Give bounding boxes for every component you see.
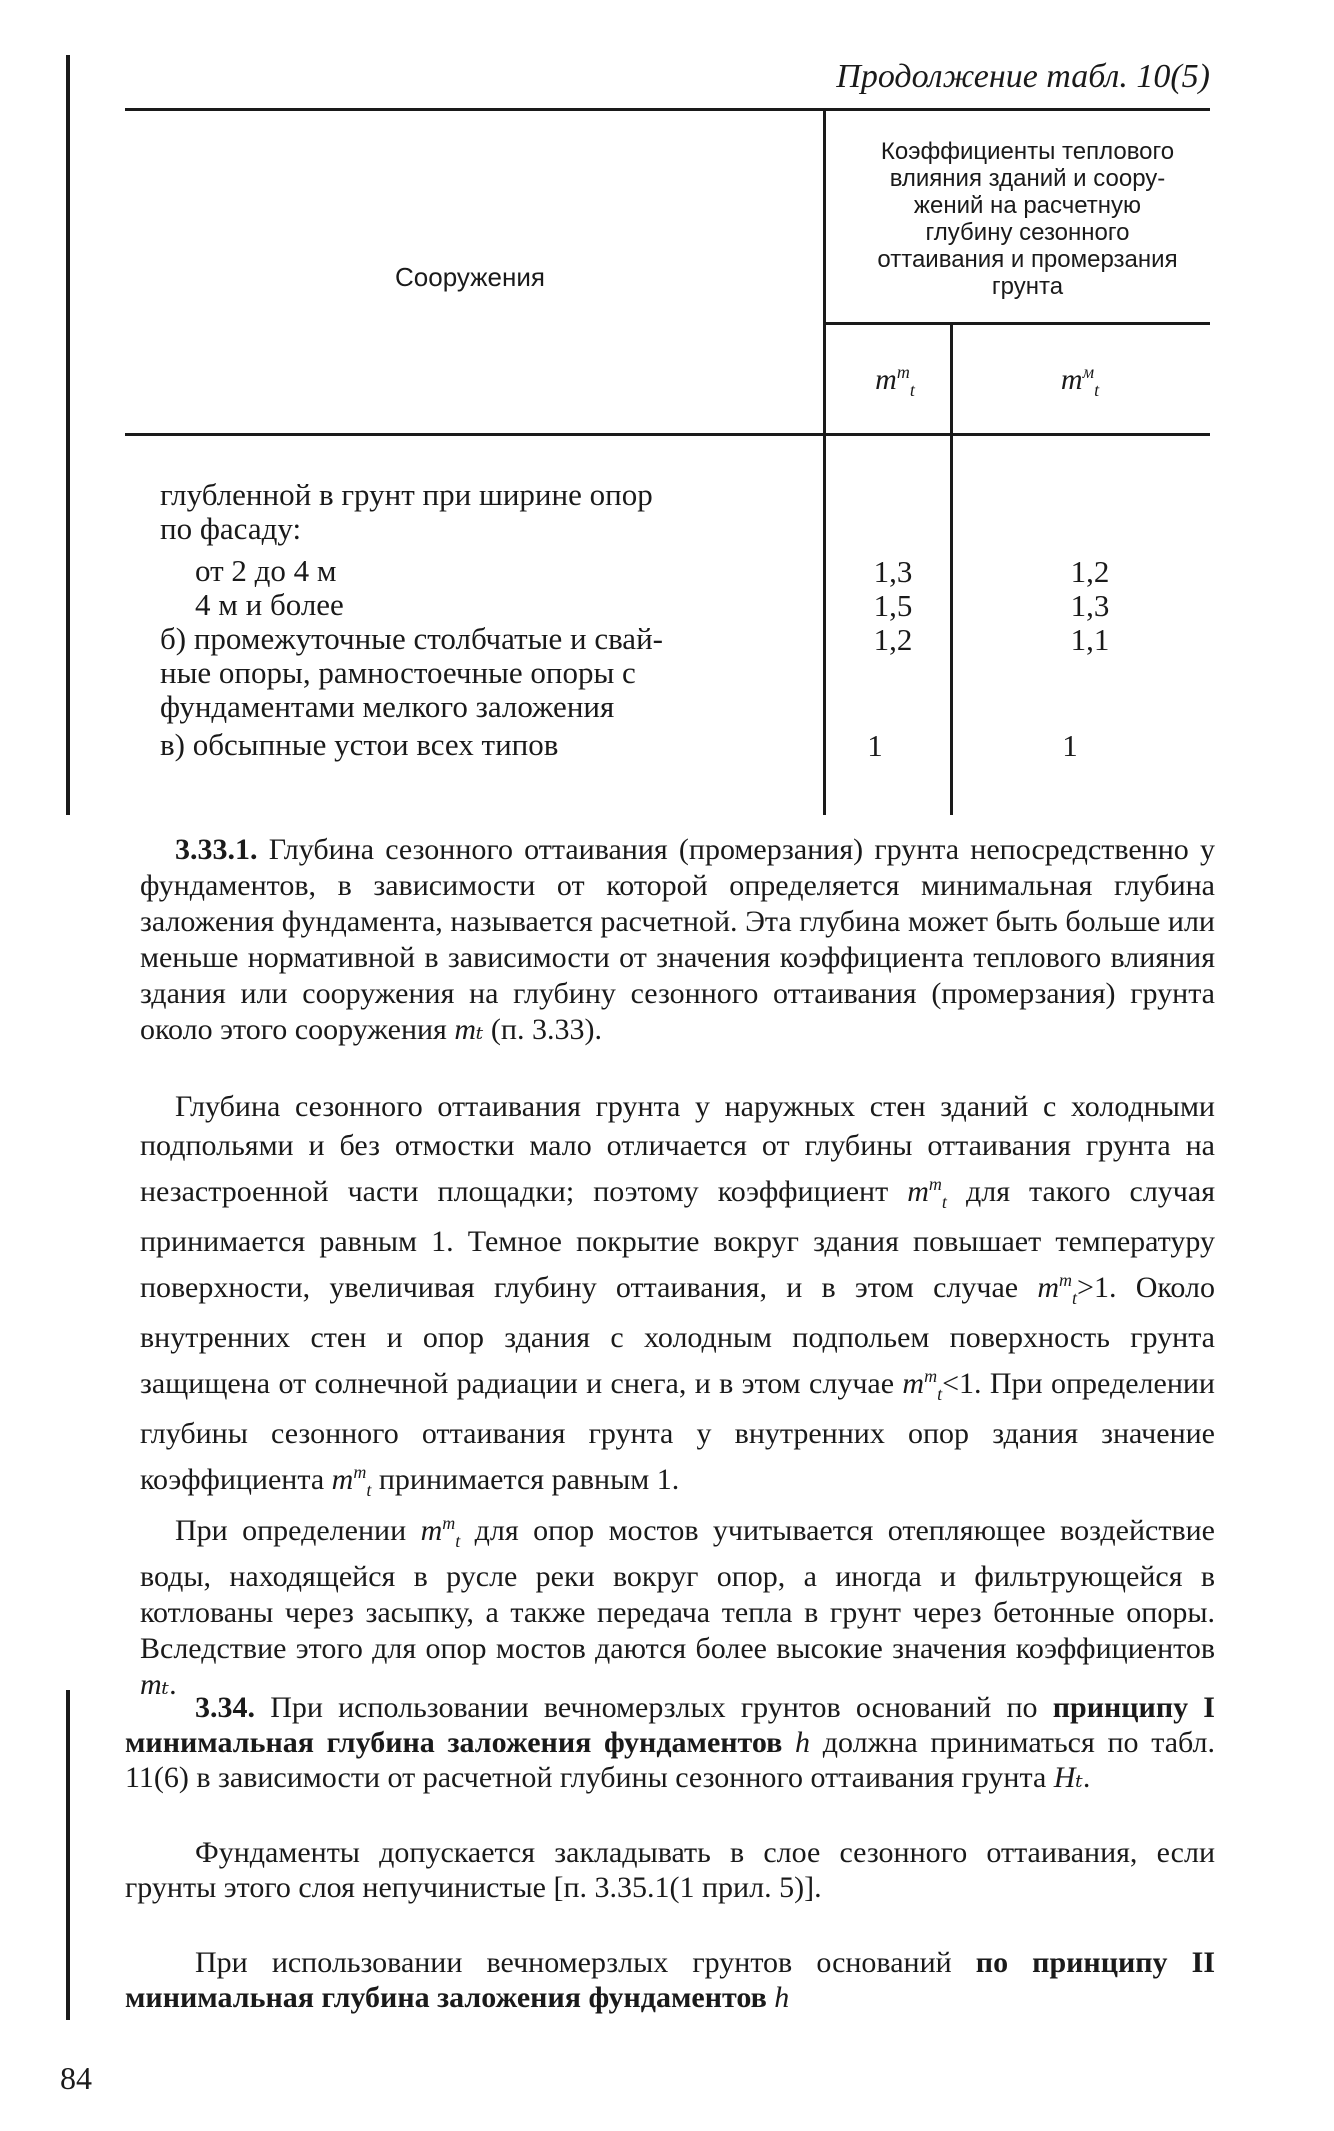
column-header-m-freeze: $m^м_t$: [1060, 362, 1100, 400]
table-row-text: ные опоры, рамностоечные опоры с: [160, 655, 636, 690]
paragraph-foundations: Фундаменты допускается закладывать в слое сезонного оттаивания, если грунты этого слоя непучинистые [п. 3.35.1(1 прил. 5)].: [125, 1836, 1215, 1904]
coefficient-symbol: $m^т_t$: [907, 1174, 947, 1212]
table-caption: Продолжение табл. 10(5): [836, 58, 1210, 95]
table-cell-mm: 1,3: [1070, 588, 1110, 623]
column-header-line: жений на расчетную: [913, 192, 1142, 219]
table-row-text: в) обсыпные устои всех типов: [160, 727, 559, 762]
column-header-line: оттаивания и промерзания: [877, 246, 1178, 273]
paragraph-principle-ii: При использовании вечномерзлых грунтов оснований по принципу II минимальная глубина заложения фундаментов h: [125, 1946, 1215, 2014]
page-number: 84: [60, 2060, 92, 2096]
paragraph-3-33-1: 3.33.1. Глубина сезонного оттаивания (промерзания) грунта непосредственно у фундаментов, в зависимости от которой определяется минимальная глубина заложения фундамента, называется расчетной. Эта глубина может быть больше или меньше нормативной в зависимости от значения коэффициента теплового влияния здания или сооружения на глубину сезонного оттаивания (промерзания) грунта около этого сооружения mₜ (п. 3.33).: [140, 833, 1215, 1046]
section-number: 3.33.1.: [175, 833, 258, 866]
column-header-line: влияния зданий и соору-: [889, 165, 1166, 192]
column-header-line: грунта: [991, 273, 1064, 300]
paragraph-3-34: 3.34. При использовании вечномерзлых грунтов оснований по принципу I минимальная глубина заложения фундаментов h должна приниматься по табл. 11(6) в зависимости от расчетной глубины сезонного оттаивания грунта Hₜ.: [125, 1691, 1215, 1794]
table-cell-mm: 1,1: [1070, 622, 1110, 657]
table-cell-mm: 1,2: [1070, 554, 1110, 589]
table-row-text: от 2 до 4 м: [195, 553, 337, 588]
table-row-text: по фасаду:: [160, 511, 302, 546]
table-row-text: фундаментами мелкого заложения: [160, 689, 615, 724]
table-head-rule: [125, 433, 1210, 436]
column-header-line: Коэффициенты теплового: [880, 138, 1175, 165]
column-header-coefficients: [835, 138, 1220, 300]
table-divider-1: [823, 110, 826, 815]
table-row-text: 4 м и более: [195, 587, 344, 622]
table-sub-rule: [825, 322, 1210, 325]
coefficient-symbol: $m^т_t$: [1037, 1270, 1078, 1308]
table-row-text: глубленной в грунт при ширине опор: [160, 477, 653, 512]
coefficient-symbol: $m^т_t$: [902, 1366, 943, 1404]
paragraph-outer-walls: Глубина сезонного оттаивания грунта у наружных стен зданий с холодными подпольями и без отмостки мало отличается от глубины оттаивания грунта на незастроенной части площадки; поэтому коэффициент $m^т_t$ для такого случая принимается равным 1. Темное покрытие вокруг здания повышает температуру поверхности, увеличивая глубину оттаивания, и в этом случае $m^т_t>1$. Около внутренних стен и опор здания с холодным подпольем поверхность грунта защищена от солнечной радиации и снега, и в этом случае $m^т_t<1$. При определении глубины сезонного оттаивания грунта у внутренних опор здания значение коэффициента $m^т_t$ принимается равным 1.: [140, 1090, 1215, 1500]
column-header-m-thaw: $m^т_t$: [875, 362, 915, 400]
column-header-line: глубину сезонного: [925, 219, 1130, 246]
margin-bar-top: [66, 55, 70, 815]
paragraph-bridges: При определении $m^т_t$ для опор мостов учитывается отепляющее воздействие воды, находящейся в русле реки вокруг опор, а иногда и фильтрующейся в котлованы через засыпку, а также передача тепла в грунт через бетонные опоры. Вследствие этого для опор мостов даются более высокие значения коэффициентов mₜ.: [140, 1513, 1215, 1701]
table-cell-mm: 1: [1062, 728, 1078, 763]
column-header-structures: Сооружения: [395, 262, 545, 292]
margin-bar-bottom: [66, 1690, 70, 2020]
table-row-text: б) промежуточные столбчатые и свай-: [160, 621, 663, 656]
table-cell-mt: 1,5: [873, 588, 913, 623]
coefficient-symbol: $m^т_t$: [420, 1513, 461, 1551]
table-top-rule: [125, 108, 1210, 111]
coefficient-symbol: $m^т_t$: [331, 1462, 372, 1500]
table-cell-mt: 1,2: [873, 622, 913, 657]
table-cell-mt: 1,3: [873, 554, 913, 589]
table-divider-2: [950, 324, 953, 815]
table-cell-mt: 1: [867, 728, 883, 763]
section-number: 3.34.: [195, 1691, 255, 1724]
